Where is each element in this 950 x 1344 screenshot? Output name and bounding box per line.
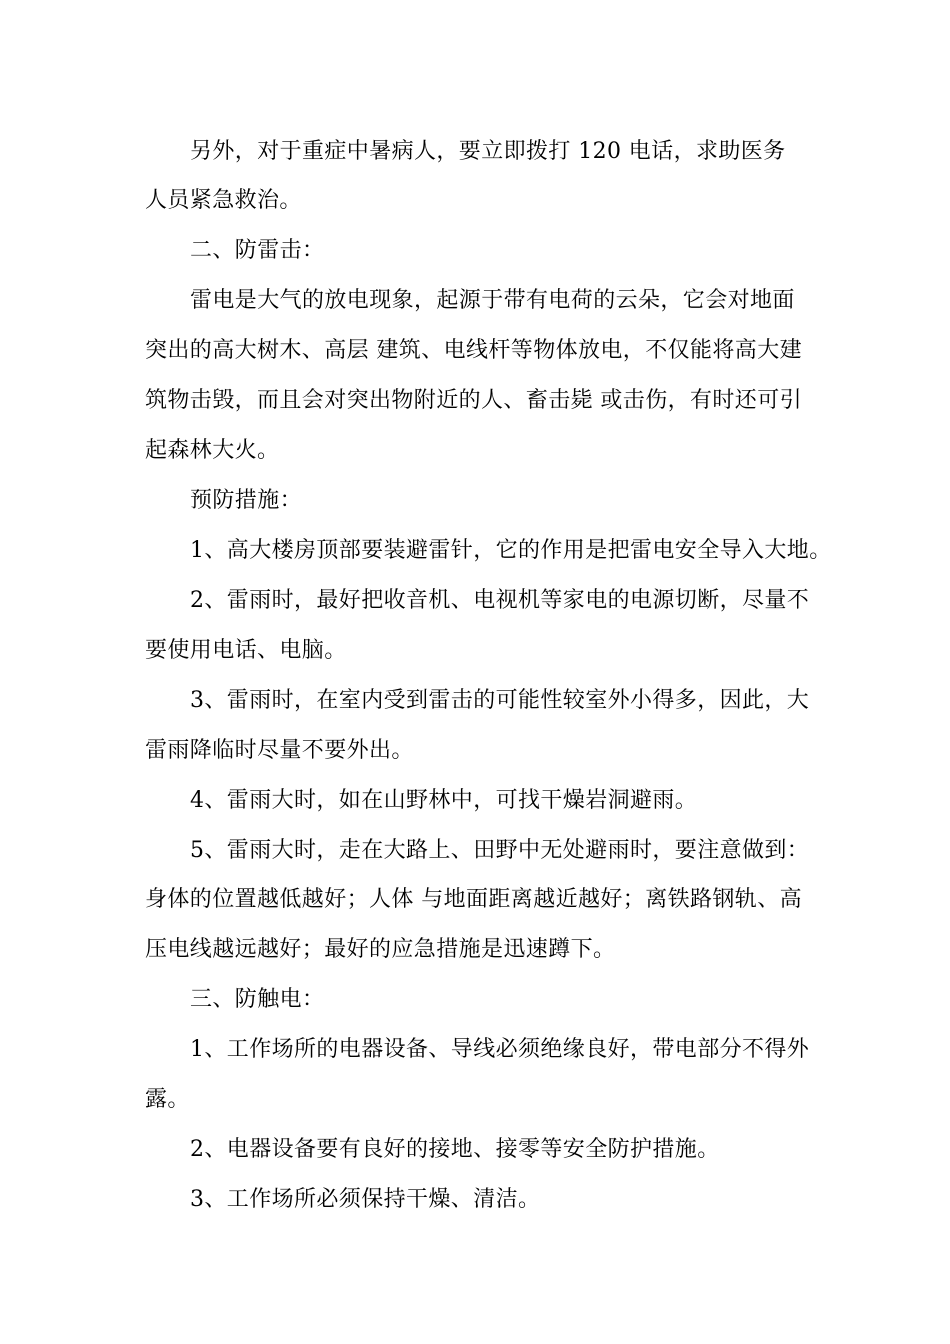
list-item-5-cont-1: 身体的位置越低越好；人体 与地面距离越近越好；离铁路钢轨、高 bbox=[145, 887, 802, 912]
text-line-4: 雷电是大气的放电现象，起源于带有电荷的云朵，它会对地面 bbox=[190, 288, 795, 313]
list-item-2: 2、雷雨时，最好把收音机、电视机等家电的电源切断，尽量不 bbox=[190, 588, 810, 613]
shock-item-3: 3、工作场所必须保持干燥、清洁。 bbox=[190, 1187, 541, 1212]
shock-item-1: 1、工作场所的电器设备、导线必须绝缘良好，带电部分不得外 bbox=[190, 1037, 810, 1062]
list-item-5: 5、雷雨大时，走在大路上、田野中无处避雨时，要注意做到： bbox=[190, 838, 810, 863]
section-heading-lightning: 二、防雷击： bbox=[190, 238, 325, 263]
shock-item-1-cont: 露。 bbox=[145, 1087, 190, 1112]
text-line-1: 另外，对于重症中暑病人，要立即拨打 120 电话，求助医务 bbox=[190, 139, 786, 164]
text-line-7: 起森林大火。 bbox=[145, 438, 280, 463]
list-item-2-cont: 要使用电话、电脑。 bbox=[145, 638, 347, 663]
list-item-4: 4、雷雨大时，如在山野林中，可找干燥岩洞避雨。 bbox=[190, 788, 698, 813]
list-item-3: 3、雷雨时，在室内受到雷击的可能性较室外小得多，因此，大 bbox=[190, 688, 810, 713]
list-item-5-cont-2: 压电线越远越好；最好的应急措施是迅速蹲下。 bbox=[145, 937, 616, 962]
list-item-1: 1、高大楼房顶部要装避雷针，它的作用是把雷电安全导入大地。 bbox=[190, 538, 832, 563]
subheading-prevention: 预防措施： bbox=[190, 488, 303, 513]
list-item-3-cont: 雷雨降临时尽量不要外出。 bbox=[145, 738, 414, 763]
shock-item-2: 2、电器设备要有良好的接地、接零等安全防护措施。 bbox=[190, 1137, 720, 1162]
text-line-2: 人员紧急救治。 bbox=[145, 188, 302, 213]
text-line-5: 突出的高大树木、高层 建筑、电线杆等物体放电，不仅能将高大建 bbox=[145, 338, 802, 363]
text-line-6: 筑物击毁，而且会对突出物附近的人、畜击毙 或击伤，有时还可引 bbox=[145, 388, 802, 413]
section-heading-electric-shock: 三、防触电： bbox=[190, 987, 325, 1012]
